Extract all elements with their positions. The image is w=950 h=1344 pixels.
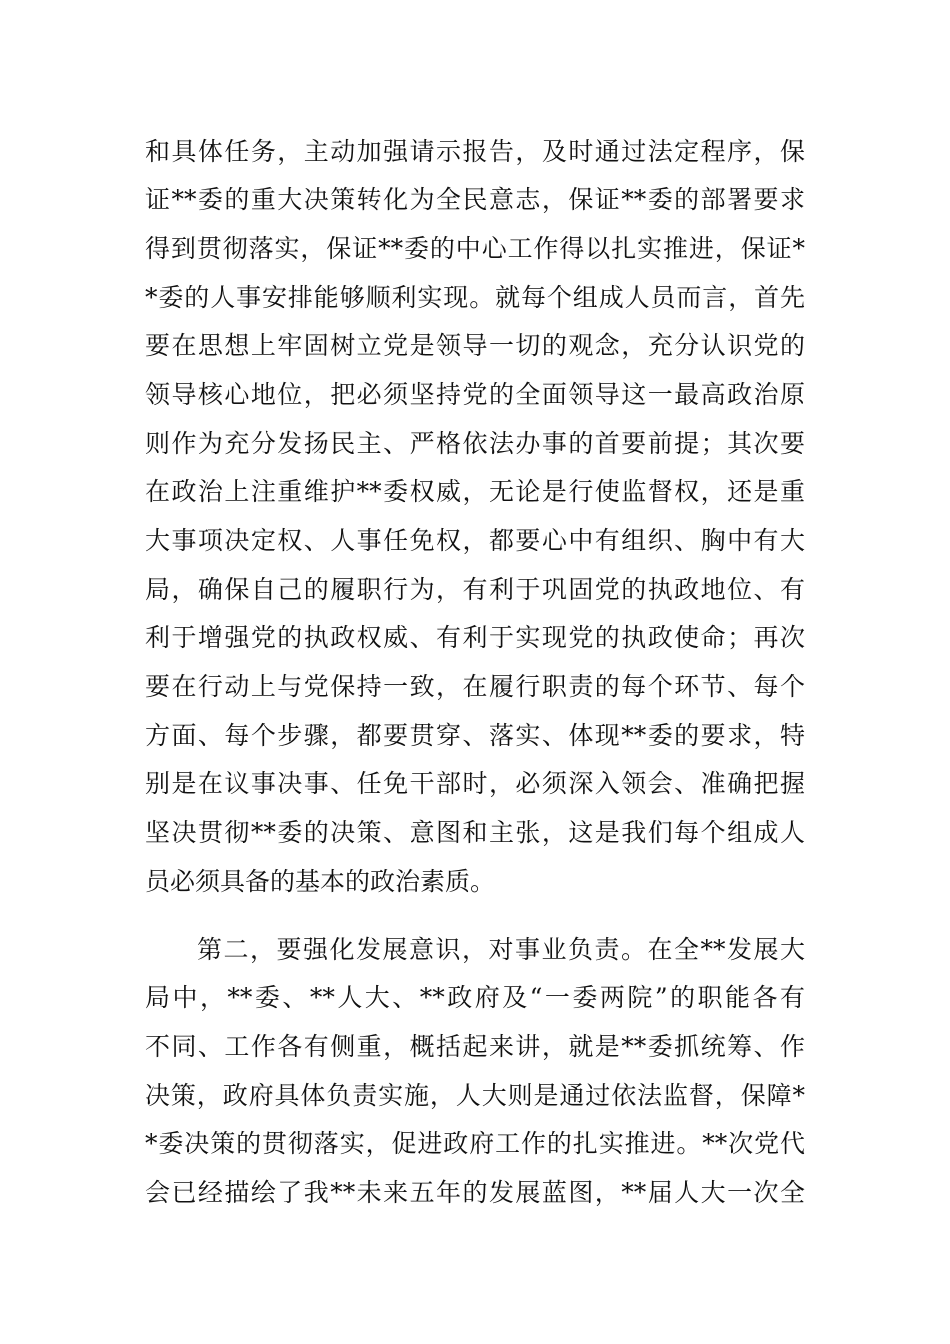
- paragraph-line: 利于增强党的执政权威、有利于实现党的执政使命；再次: [145, 623, 805, 652]
- paragraph-line: 要在思想上牢固树立党是领导一切的观念，充分认识党的: [145, 331, 805, 360]
- paragraph-line: 大事项决定权、人事任免权，都要心中有组织、胸中有大: [145, 526, 805, 555]
- paragraph-line: 不同、工作各有侧重，概括起来讲，就是**委抓统筹、作: [145, 1032, 805, 1061]
- paragraph-line: 则作为充分发扬民主、严格依法办事的首要前提；其次要: [145, 429, 805, 458]
- paragraph-line: 坚决贯彻**委的决策、意图和主张，这是我们每个组成人: [145, 818, 805, 847]
- paragraph-line: 在政治上注重维护**委权威，无论是行使监督权，还是重: [145, 477, 805, 506]
- paragraph-line: 得到贯彻落实，保证**委的中心工作得以扎实推进，保证*: [145, 234, 805, 263]
- paragraph-line: 局，确保自己的履职行为，有利于巩固党的执政地位、有: [145, 575, 805, 604]
- paragraph-line: 和具体任务，主动加强请示报告，及时通过法定程序，保: [145, 137, 805, 166]
- paragraph-line: 证**委的重大决策转化为全民意志，保证**委的部署要求: [145, 185, 805, 214]
- paragraph-line: 别是在议事决事、任免干部时，必须深入领会、准确把握: [145, 769, 805, 798]
- paragraph-line: 要在行动上与党保持一致，在履行职责的每个环节、每个: [145, 672, 805, 701]
- paragraph-line: 员必须具备的基本的政治素质。: [145, 867, 496, 896]
- paragraph-line: *委的人事安排能够顺利实现。就每个组成人员而言，首先: [145, 283, 805, 312]
- paragraph-line: 局中，**委、**人大、**政府及“一委两院”的职能各有: [145, 983, 805, 1012]
- paragraph-first-line: 第二，要强化发展意识，对事业负责。在全**发展大: [197, 935, 805, 964]
- paragraph-line: 领导核心地位，把必须坚持党的全面领导这一最高政治原: [145, 380, 805, 409]
- paragraph-line: 会已经描绘了我**未来五年的发展蓝图，**届人大一次全: [145, 1178, 805, 1207]
- paragraph-line: *委决策的贯彻落实，促进政府工作的扎实推进。**次党代: [145, 1129, 805, 1158]
- paragraph-line: 方面、每个步骤，都要贯穿、落实、体现**委的要求，特: [145, 721, 805, 750]
- paragraph-line: 决策，政府具体负责实施，人大则是通过依法监督，保障*: [145, 1081, 805, 1110]
